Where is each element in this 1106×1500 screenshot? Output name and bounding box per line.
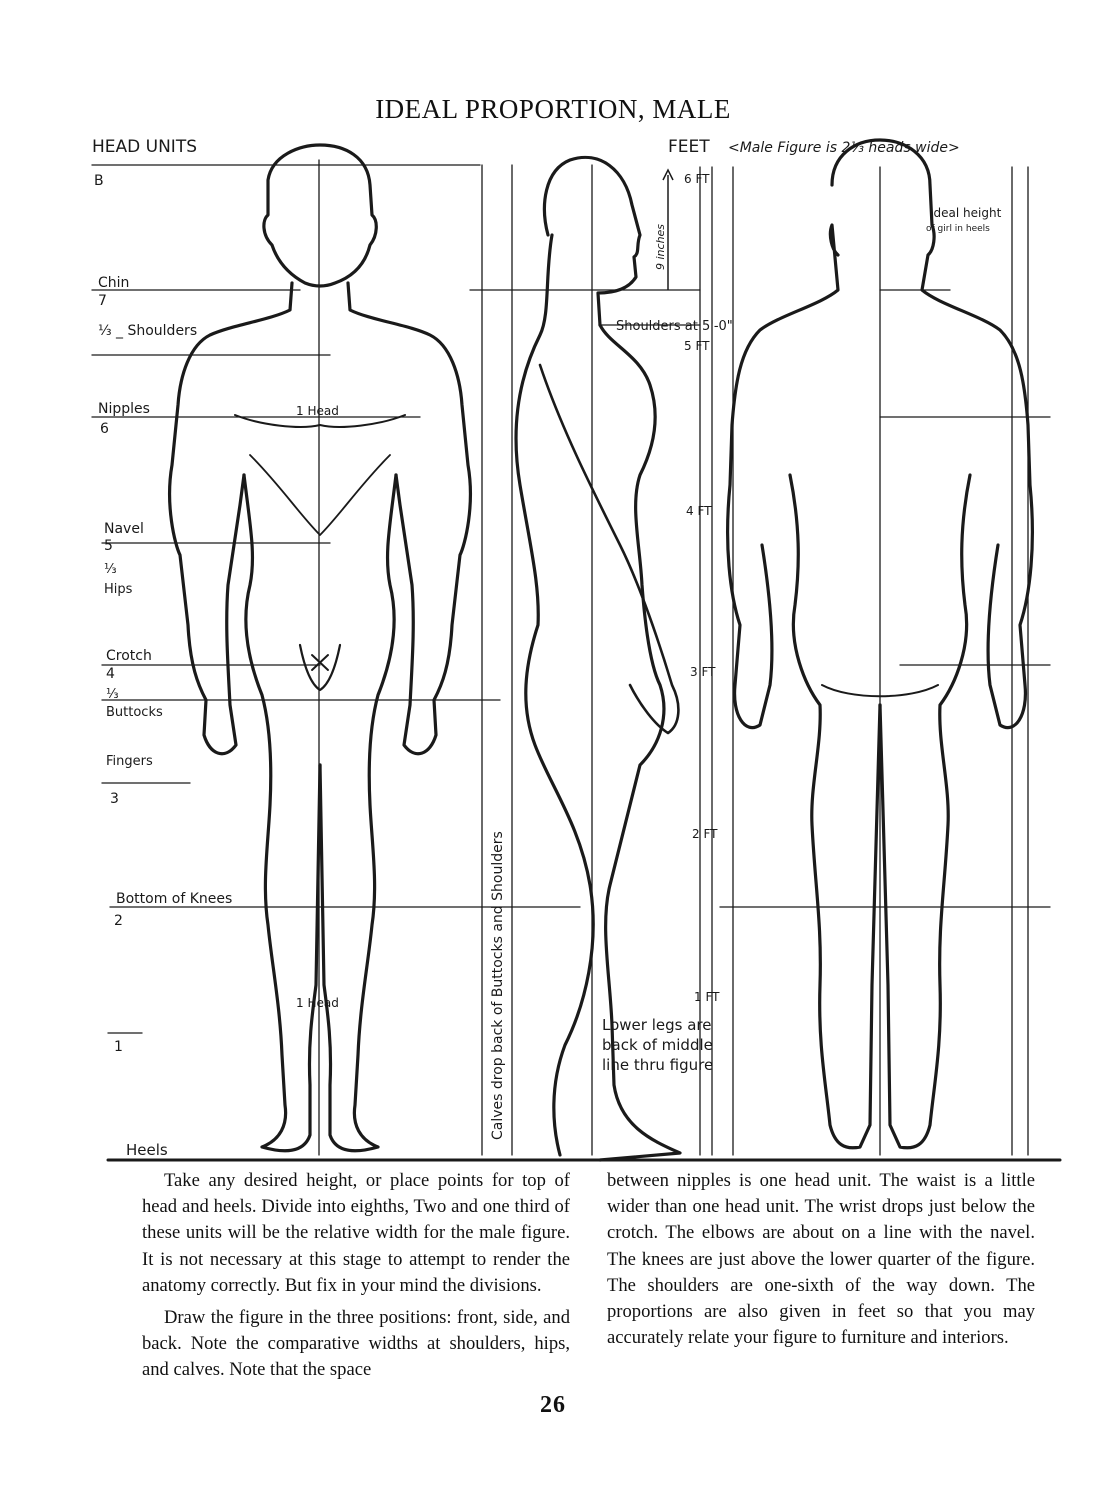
calves-note: Calves drop back of Buttocks and Shoulders xyxy=(490,831,506,1140)
head-unit-11: 2 xyxy=(114,913,123,929)
head-label-10: Fingers xyxy=(106,754,153,769)
ideal-height-note-1: Ideal height xyxy=(930,206,1002,220)
head-label-5: ⅓ xyxy=(104,562,117,577)
page-number: 26 xyxy=(540,1392,566,1418)
head-unit-7: 4 xyxy=(106,666,115,682)
head-unit-12: 1 xyxy=(114,1039,123,1055)
head-label-11: Bottom of Knees xyxy=(116,891,233,907)
head-unit-10: 3 xyxy=(110,791,119,807)
head-label-6: Hips xyxy=(104,582,133,597)
head-label-7: Crotch xyxy=(106,648,152,664)
side-figure xyxy=(516,157,680,1160)
feet-mark-2: 2 FT xyxy=(692,827,718,841)
paragraph: Draw the figure in the three positions: front, side, and back. Note the comparative widths at shoulders, hips, and calves. Note that the space xyxy=(142,1307,570,1381)
head-label-0: B xyxy=(94,173,104,189)
feet-mark-4: 4 FT xyxy=(686,504,712,518)
vertical-guides xyxy=(319,160,1028,1155)
proportion-diagram xyxy=(0,125,1106,1175)
lower-legs-note-2: back of middle xyxy=(602,1036,713,1054)
feet-mark-1: 1 FT xyxy=(694,990,720,1004)
feet-mark-6: 6 FT xyxy=(684,172,710,186)
paragraph: Take any desired height, or place points for top of head and heels. Divide into eighths, Two and one third of these units will be the relative width for the male figure. It is not necessary at this stage to attempt to render the anatomy correctly. But fix in your mind the divisions. xyxy=(142,1170,570,1296)
shoulders-note: Shoulders at 5'-0" xyxy=(616,319,733,334)
feet-header: FEET xyxy=(668,137,710,157)
guide-lines xyxy=(92,165,1050,1033)
head-unit-1: 7 xyxy=(98,293,107,309)
width-note: <Male Figure is 2⅓ heads wide> xyxy=(728,140,960,156)
head-label-4: Navel xyxy=(104,521,144,537)
front-head-label: 1 Head xyxy=(296,404,339,418)
head-units-header: HEAD UNITS xyxy=(92,137,197,157)
page-title: IDEAL PROPORTION, MALE xyxy=(375,94,731,124)
head-label-1: Chin xyxy=(98,275,130,291)
head-label-3: Nipples xyxy=(98,401,150,417)
lower-legs-note-1: Lower legs are xyxy=(602,1016,712,1034)
feet-mark-5: 5 FT xyxy=(684,339,710,353)
head-unit-4: 5 xyxy=(104,538,113,554)
head-label-2: ⅓ _ Shoulders xyxy=(98,323,198,339)
feet-mark-3: 3 FT xyxy=(690,665,716,679)
head-label-8: ⅓ xyxy=(106,687,119,702)
knee-head-label: 1 Head xyxy=(296,996,339,1010)
body-text-left xyxy=(142,1168,570,1390)
paragraph: between nipples is one head unit. The waist is a little wider than one head unit. The wrist drops just below the crotch. The elbows are about on a line with the navel. The knees are just above the lower quarter of the figure. The shoulders are one-sixth of the way down. The proportions are also given in feet so that you may accurately relate your figure to furniture and interiors. xyxy=(607,1170,1035,1349)
nine-inches-label: 9 inches xyxy=(654,223,667,270)
head-label-13: Heels xyxy=(126,1141,168,1159)
ideal-height-note-2: of girl in heels xyxy=(926,224,990,234)
head-unit-3: 6 xyxy=(100,421,109,437)
head-label-9: Buttocks xyxy=(106,705,163,720)
body-text-right xyxy=(607,1168,1035,1357)
lower-legs-note-3: line thru figure xyxy=(602,1056,714,1074)
